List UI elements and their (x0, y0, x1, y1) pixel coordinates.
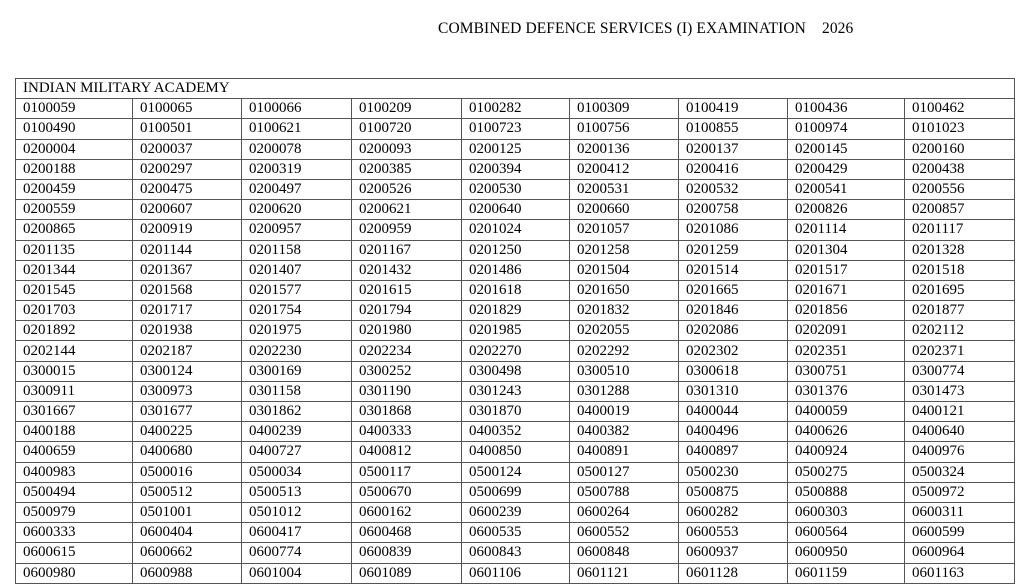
roll-number-cell: 0500979 (16, 502, 133, 522)
roll-number-cell: 0100282 (462, 99, 570, 119)
document-header (438, 20, 853, 38)
roll-number-cell: 0201846 (679, 301, 788, 321)
roll-number-cell: 0201703 (16, 301, 133, 321)
table-row (16, 422, 1015, 442)
roll-number-cell: 0200526 (352, 179, 462, 199)
roll-number-cell: 0400382 (570, 422, 679, 442)
roll-number-cell: 0201980 (352, 321, 462, 341)
roll-number-cell: 0201650 (570, 280, 679, 300)
roll-number-cell: 0400059 (788, 402, 905, 422)
roll-number-cell: 0202302 (679, 341, 788, 361)
roll-number-cell: 0601163 (905, 563, 1015, 583)
roll-number-cell: 0200826 (788, 200, 905, 220)
table-row (16, 220, 1015, 240)
roll-number-cell: 0200865 (16, 220, 133, 240)
roll-number-cell: 0201985 (462, 321, 570, 341)
roll-number-cell: 0200412 (570, 159, 679, 179)
roll-number-cell: 0201114 (788, 220, 905, 240)
roll-number-cell: 0200125 (462, 139, 570, 159)
roll-number-cell: 0400891 (570, 442, 679, 462)
roll-number-cell: 0100720 (352, 119, 462, 139)
roll-number-cell: 0100309 (570, 99, 679, 119)
roll-number-cell: 0400333 (352, 422, 462, 442)
roll-number-cell: 0201577 (242, 280, 352, 300)
roll-number-cell: 0400019 (570, 402, 679, 422)
roll-number-cell: 0100490 (16, 119, 133, 139)
roll-number-cell: 0200640 (462, 200, 570, 220)
roll-number-cell: 0200758 (679, 200, 788, 220)
roll-number-cell: 0300498 (462, 361, 570, 381)
exam-title: COMBINED DEFENCE SERVICES (I) EXAMINATION (438, 20, 806, 37)
table-row (16, 543, 1015, 563)
roll-number-cell: 0500513 (242, 482, 352, 502)
roll-number-cell: 0500972 (905, 482, 1015, 502)
roll-number-cell: 0100436 (788, 99, 905, 119)
roll-number-cell: 0200607 (133, 200, 242, 220)
roll-number-cell: 0201856 (788, 301, 905, 321)
roll-number-cell: 0100501 (133, 119, 242, 139)
roll-number-cell: 0200160 (905, 139, 1015, 159)
roll-number-cell: 0201615 (352, 280, 462, 300)
roll-number-cell: 0201514 (679, 260, 788, 280)
roll-number-cell: 0201344 (16, 260, 133, 280)
roll-number-cell: 0200319 (242, 159, 352, 179)
roll-number-cell: 0200429 (788, 159, 905, 179)
roll-number-cell: 0600239 (462, 502, 570, 522)
roll-number-cell: 0600553 (679, 523, 788, 543)
roll-number-cell: 0500324 (905, 462, 1015, 482)
roll-number-cell: 0300751 (788, 361, 905, 381)
table-row (16, 240, 1015, 260)
table-row (16, 462, 1015, 482)
roll-number-cell: 0201671 (788, 280, 905, 300)
roll-number-cell: 0601004 (242, 563, 352, 583)
roll-number-cell: 0301310 (679, 381, 788, 401)
roll-number-cell: 0500124 (462, 462, 570, 482)
roll-number-cell: 0100419 (679, 99, 788, 119)
table-row (16, 442, 1015, 462)
roll-number-cell: 0200459 (16, 179, 133, 199)
roll-number-cell: 0400976 (905, 442, 1015, 462)
roll-number-cell: 0200416 (679, 159, 788, 179)
roll-number-cell: 0400188 (16, 422, 133, 442)
table-row (16, 321, 1015, 341)
roll-number-cell: 0201304 (788, 240, 905, 260)
table-row (16, 301, 1015, 321)
roll-number-cell: 0301473 (905, 381, 1015, 401)
roll-number-cell: 0201618 (462, 280, 570, 300)
roll-number-cell: 0601128 (679, 563, 788, 583)
roll-number-cell: 0201328 (905, 240, 1015, 260)
roll-number-cell: 0600552 (570, 523, 679, 543)
roll-number-cell: 0600333 (16, 523, 133, 543)
roll-number-cell: 0600282 (679, 502, 788, 522)
roll-number-cell: 0400727 (242, 442, 352, 462)
roll-number-cell: 0601159 (788, 563, 905, 583)
roll-number-cell: 0200621 (352, 200, 462, 220)
roll-number-cell: 0300911 (16, 381, 133, 401)
roll-number-cell: 0100621 (242, 119, 352, 139)
roll-number-cell: 0200541 (788, 179, 905, 199)
roll-number-cell: 0200385 (352, 159, 462, 179)
roll-number-cell: 0100723 (462, 119, 570, 139)
roll-number-cell: 0601106 (462, 563, 570, 583)
roll-number-cell: 0202351 (788, 341, 905, 361)
roll-number-cell: 0200037 (133, 139, 242, 159)
roll-number-cell: 0200620 (242, 200, 352, 220)
roll-number-cell: 0300252 (352, 361, 462, 381)
roll-number-cell: 0301868 (352, 402, 462, 422)
roll-number-cell: 0201432 (352, 260, 462, 280)
roll-number-cell: 0201665 (679, 280, 788, 300)
roll-number-cell: 0400659 (16, 442, 133, 462)
roll-number-cell: 0301862 (242, 402, 352, 422)
roll-number-cell: 0100462 (905, 99, 1015, 119)
roll-number-cell: 0200145 (788, 139, 905, 159)
roll-number-cell: 0201117 (905, 220, 1015, 240)
table-row (16, 402, 1015, 422)
roll-number-cell: 0301870 (462, 402, 570, 422)
roll-number-cell: 0201545 (16, 280, 133, 300)
roll-number-cell: 0200957 (242, 220, 352, 240)
roll-number-cell: 0201135 (16, 240, 133, 260)
roll-number-cell: 0400812 (352, 442, 462, 462)
roll-number-cell: 0300774 (905, 361, 1015, 381)
roll-number-cell: 0200531 (570, 179, 679, 199)
roll-number-cell: 0500016 (133, 462, 242, 482)
roll-number-cell: 0201794 (352, 301, 462, 321)
roll-number-cell: 0200438 (905, 159, 1015, 179)
roll-number-cell: 0100209 (352, 99, 462, 119)
roll-number-cell: 0200530 (462, 179, 570, 199)
table-row (16, 361, 1015, 381)
roll-number-cell: 0600468 (352, 523, 462, 543)
table-row (16, 341, 1015, 361)
table-row (16, 260, 1015, 280)
roll-number-cell: 0200394 (462, 159, 570, 179)
roll-number-cell: 0301677 (133, 402, 242, 422)
roll-number-cell: 0200136 (570, 139, 679, 159)
table-row (16, 139, 1015, 159)
roll-number-cell: 0100065 (133, 99, 242, 119)
table-row (16, 482, 1015, 502)
roll-number-cell: 0600303 (788, 502, 905, 522)
roll-number-cell: 0202187 (133, 341, 242, 361)
roll-number-cell: 0100066 (242, 99, 352, 119)
roll-number-cell: 0400897 (679, 442, 788, 462)
roll-number-cell: 0600311 (905, 502, 1015, 522)
roll-number-cell: 0200475 (133, 179, 242, 199)
table-row (16, 99, 1015, 119)
roll-number-cell: 0200078 (242, 139, 352, 159)
roll-number-cell: 0200188 (16, 159, 133, 179)
roll-number-cell: 0200497 (242, 179, 352, 199)
roll-number-cell: 0200959 (352, 220, 462, 240)
roll-number-cell: 0400626 (788, 422, 905, 442)
roll-number-cell: 0202234 (352, 341, 462, 361)
roll-number-cell: 0500888 (788, 482, 905, 502)
roll-number-cell: 0101023 (905, 119, 1015, 139)
roll-number-cell: 0200556 (905, 179, 1015, 199)
roll-number-cell: 0600535 (462, 523, 570, 543)
roll-number-cell: 0200857 (905, 200, 1015, 220)
roll-number-cell: 0400496 (679, 422, 788, 442)
roll-number-cell: 0600839 (352, 543, 462, 563)
roll-number-cell: 0202292 (570, 341, 679, 361)
roll-number-cell: 0600404 (133, 523, 242, 543)
roll-number-cell: 0600599 (905, 523, 1015, 543)
roll-number-cell: 0200532 (679, 179, 788, 199)
roll-number-cell: 0301376 (788, 381, 905, 401)
exam-year: 2026 (821, 20, 854, 37)
section-title: INDIAN MILITARY ACADEMY (16, 79, 1015, 99)
roll-number-cell: 0500512 (133, 482, 242, 502)
roll-number-cell: 0400044 (679, 402, 788, 422)
roll-number-cell: 0600848 (570, 543, 679, 563)
roll-number-cell: 0600662 (133, 543, 242, 563)
roll-number-cell: 0100059 (16, 99, 133, 119)
table-row (16, 523, 1015, 543)
roll-number-cell: 0400121 (905, 402, 1015, 422)
roll-number-cell: 0500875 (679, 482, 788, 502)
roll-number-cell: 0201829 (462, 301, 570, 321)
roll-number-cell: 0500127 (570, 462, 679, 482)
roll-number-cell: 0500275 (788, 462, 905, 482)
roll-number-cell: 0201832 (570, 301, 679, 321)
roll-number-cell: 0601121 (570, 563, 679, 583)
roll-number-cell: 0500788 (570, 482, 679, 502)
roll-number-cell: 0200004 (16, 139, 133, 159)
roll-number-cell: 0201086 (679, 220, 788, 240)
roll-number-cell: 0201158 (242, 240, 352, 260)
roll-number-cell: 0600843 (462, 543, 570, 563)
roll-number-cell: 0200559 (16, 200, 133, 220)
roll-number-cell: 0202086 (679, 321, 788, 341)
roll-number-cell: 0201938 (133, 321, 242, 341)
roll-number-cell: 0400225 (133, 422, 242, 442)
roll-number-cell: 0501001 (133, 502, 242, 522)
roll-number-cell: 0100855 (679, 119, 788, 139)
roll-number-cell: 0600162 (352, 502, 462, 522)
roll-number-cell: 0500699 (462, 482, 570, 502)
roll-number-cell: 0200093 (352, 139, 462, 159)
table-row (16, 381, 1015, 401)
roll-number-cell: 0600417 (242, 523, 352, 543)
roll-number-cell: 0300124 (133, 361, 242, 381)
roll-number-cell: 0202270 (462, 341, 570, 361)
table-row (16, 179, 1015, 199)
roll-number-cell: 0201877 (905, 301, 1015, 321)
roll-number-cell: 0201975 (242, 321, 352, 341)
roll-number-cell: 0400239 (242, 422, 352, 442)
roll-number-cell: 0400680 (133, 442, 242, 462)
roll-number-cell: 0201518 (905, 260, 1015, 280)
roll-number-cell: 0201367 (133, 260, 242, 280)
roll-number-cell: 0200660 (570, 200, 679, 220)
roll-number-cell: 0201754 (242, 301, 352, 321)
table-row (16, 563, 1015, 583)
roll-number-cell: 0202230 (242, 341, 352, 361)
roll-number-cell: 0201517 (788, 260, 905, 280)
roll-number-cell: 0201407 (242, 260, 352, 280)
roll-number-cell: 0301667 (16, 402, 133, 422)
roll-number-cell: 0301190 (352, 381, 462, 401)
roll-number-cell: 0500034 (242, 462, 352, 482)
roll-number-cell: 0202091 (788, 321, 905, 341)
roll-number-cell: 0301288 (570, 381, 679, 401)
roll-number-cell: 0600774 (242, 543, 352, 563)
roll-number-table (15, 78, 1015, 584)
roll-number-cell: 0201259 (679, 240, 788, 260)
roll-number-cell: 0201717 (133, 301, 242, 321)
roll-number-cell: 0300015 (16, 361, 133, 381)
roll-number-cell: 0500117 (352, 462, 462, 482)
roll-number-cell: 0200297 (133, 159, 242, 179)
table-row (16, 159, 1015, 179)
roll-number-cell: 0301243 (462, 381, 570, 401)
roll-number-cell: 0202371 (905, 341, 1015, 361)
roll-number-cell: 0300169 (242, 361, 352, 381)
roll-number-cell: 0600950 (788, 543, 905, 563)
roll-number-cell: 0500230 (679, 462, 788, 482)
roll-number-cell: 0400850 (462, 442, 570, 462)
roll-number-cell: 0201024 (462, 220, 570, 240)
table-row (16, 200, 1015, 220)
roll-number-cell: 0600988 (133, 563, 242, 583)
table-row (16, 502, 1015, 522)
table-row (16, 280, 1015, 300)
roll-number-cell: 0400983 (16, 462, 133, 482)
roll-number-cell: 0200137 (679, 139, 788, 159)
roll-number-cell: 0600264 (570, 502, 679, 522)
roll-number-cell: 0600980 (16, 563, 133, 583)
roll-number-cell: 0600937 (679, 543, 788, 563)
roll-number-cell: 0400352 (462, 422, 570, 442)
roll-number-cell: 0600564 (788, 523, 905, 543)
roll-number-cell: 0400924 (788, 442, 905, 462)
roll-number-cell: 0601089 (352, 563, 462, 583)
roll-number-cell: 0201486 (462, 260, 570, 280)
roll-number-cell: 0201568 (133, 280, 242, 300)
roll-number-cell: 0201504 (570, 260, 679, 280)
roll-number-cell: 0201892 (16, 321, 133, 341)
roll-number-cell: 0500494 (16, 482, 133, 502)
section-header-row (16, 79, 1015, 99)
roll-number-cell: 0500670 (352, 482, 462, 502)
roll-number-cell: 0200919 (133, 220, 242, 240)
roll-number-cell: 0202055 (570, 321, 679, 341)
roll-number-cell: 0501012 (242, 502, 352, 522)
roll-number-cell: 0600615 (16, 543, 133, 563)
roll-number-cell: 0202112 (905, 321, 1015, 341)
roll-number-cell: 0201695 (905, 280, 1015, 300)
roll-number-cell: 0301158 (242, 381, 352, 401)
roll-number-cell: 0400640 (905, 422, 1015, 442)
roll-number-cell: 0201144 (133, 240, 242, 260)
roll-number-cell: 0201167 (352, 240, 462, 260)
table-row (16, 119, 1015, 139)
roll-number-cell: 0201258 (570, 240, 679, 260)
roll-number-cell: 0600964 (905, 543, 1015, 563)
roll-number-cell: 0201057 (570, 220, 679, 240)
roll-number-cell: 0300618 (679, 361, 788, 381)
roll-number-cell: 0201250 (462, 240, 570, 260)
roll-number-cell: 0100756 (570, 119, 679, 139)
roll-number-cell: 0300973 (133, 381, 242, 401)
roll-number-cell: 0100974 (788, 119, 905, 139)
roll-number-cell: 0202144 (16, 341, 133, 361)
roll-number-cell: 0300510 (570, 361, 679, 381)
